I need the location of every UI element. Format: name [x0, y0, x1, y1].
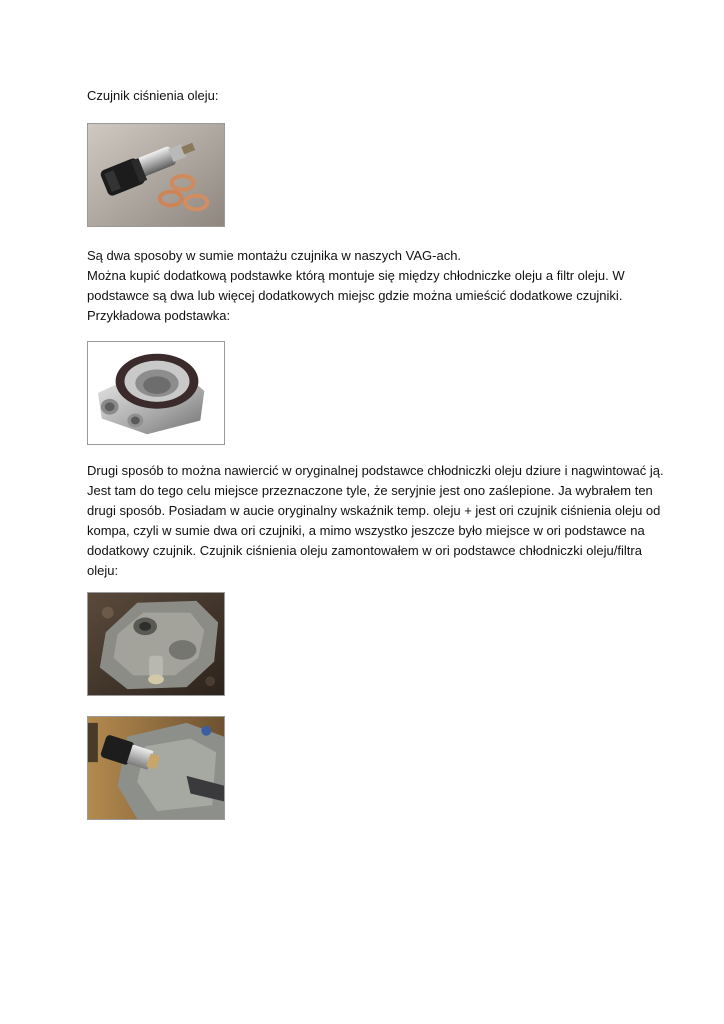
paragraph-line: drugi sposób. Posiadam w aucie oryginalny wskaźnik temp. oleju + jest ori czujnik ciśnienia oleju od — [87, 503, 661, 518]
paragraph-line: Przykładowa podstawka: — [87, 308, 231, 323]
photo-sandwich-adapter — [87, 341, 225, 445]
paragraph-line: Można kupić dodatkową podstawke którą montuje się między chłodniczke oleju a filtr oleju. W — [87, 268, 625, 283]
section-heading: Czujnik ciśnienia oleju: — [87, 88, 219, 103]
paragraph-intro — [87, 246, 647, 326]
paragraph-line: podstawce są dwa lub więcej dodatkowych miejsc gdzie można umieścić dodatkowe czujniki. — [87, 288, 623, 303]
photo-sensor-mounted — [87, 716, 225, 820]
paragraph-line: Drugi sposób to można nawiercić w oryginalnej podstawce chłodniczki oleju dziure i nagwintować ją. — [87, 463, 664, 478]
paragraph-line: oleju: — [87, 563, 119, 578]
photo-oil-pressure-sensor — [87, 123, 225, 227]
paragraph-method — [87, 461, 664, 581]
photo-oil-cooler-housing — [87, 592, 225, 696]
paragraph-line: dodatkowy czujnik. Czujnik ciśnienia oleju zamontowałem w ori podstawce chłodniczki oleju/filtra — [87, 543, 642, 558]
paragraph-line: kompa, czyli w sumie dwa ori czujniki, a mimo wszystko jeszcze było miejsce w ori podstawce na — [87, 523, 645, 538]
paragraph-line: Jest tam do tego celu miejsce przeznaczone tyle, że seryjnie jest ono zaślepione. Ja wybrałem ten — [87, 483, 653, 498]
paragraph-line: Są dwa sposoby w sumie montażu czujnika w naszych VAG-ach. — [87, 248, 462, 263]
